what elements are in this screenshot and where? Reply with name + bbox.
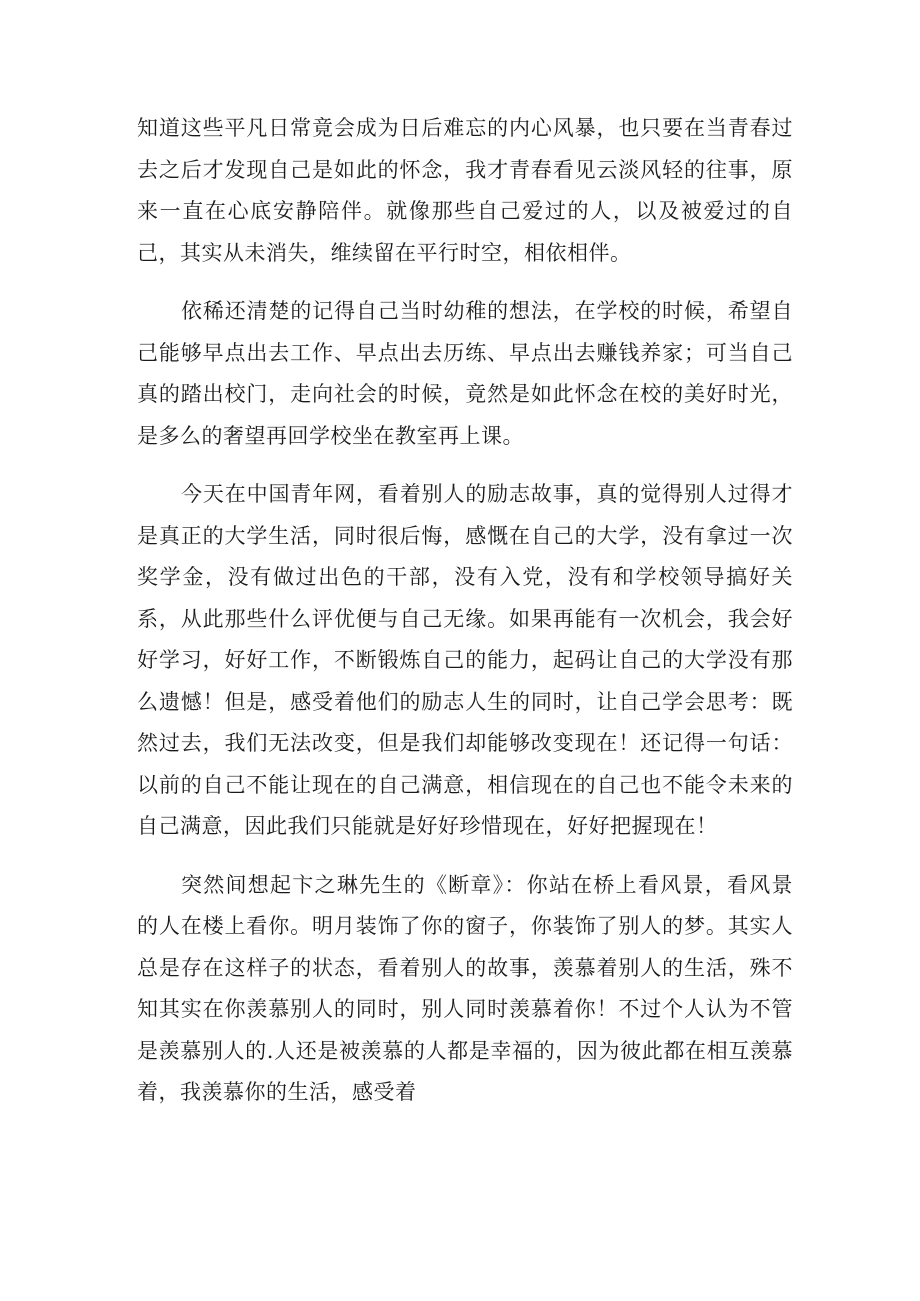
paragraph-4: 突然间想起卞之琳先生的《断章》：你站在桥上看风景，看风景的人在楼上看你。明月装饰了你的窗子，你装饰了别人的梦。其实人总是存在这样子的状态，看着别人的故事，羡慕着别人的生活，殊不知其实在你羡慕别人的同时，别人同时羡慕着你！不过个人认为不管是羡慕别人的.人还是被羡慕的人都是幸福的，因为彼此都在相互羡慕着，我羡慕你的生活，感受着	[137, 872, 793, 1104]
paragraph-3: 今天在中国青年网，看着别人的励志故事，真的觉得别人过得才是真正的大学生活，同时很后悔，感慨在自己的大学，没有拿过一次奖学金，没有做过出色的干部，没有入党，没有和学校领导搞好关系，从此那些什么评优便与自己无缘。如果再能有一次机会，我会好好学习，好好工作，不断锻炼自己的能力，起码让自己的大学没有那么遗憾！但是，感受着他们的励志人生的同时，让自己学会思考：既然过去，我们无法改变，但是我们却能够改变现在！还记得一句话：以前的自己不能让现在的自己满意，相信现在的自己也不能令未来的自己满意，因此我们只能就是好好珍惜现在，好好把握现在！	[137, 482, 793, 838]
document-body	[137, 108, 793, 1131]
paragraph-2: 依稀还清楚的记得自己当时幼稚的想法，在学校的时候，希望自己能够早点出去工作、早点出去历练、早点出去赚钱养家；可当自己真的踏出校门，走向社会的时候，竟然是如此怀念在校的美好时光，是多么的奢望再回学校坐在教室再上课。	[137, 299, 793, 448]
paragraph-1: 知道这些平凡日常竟会成为日后难忘的内心风暴，也只要在当青春过去之后才发现自己是如此的怀念，我才青春看见云淡风轻的往事，原来一直在心底安静陪伴。就像那些自己爱过的人，以及被爱过的自己，其实从未消失，维续留在平行时空，相依相伴。	[137, 116, 793, 265]
